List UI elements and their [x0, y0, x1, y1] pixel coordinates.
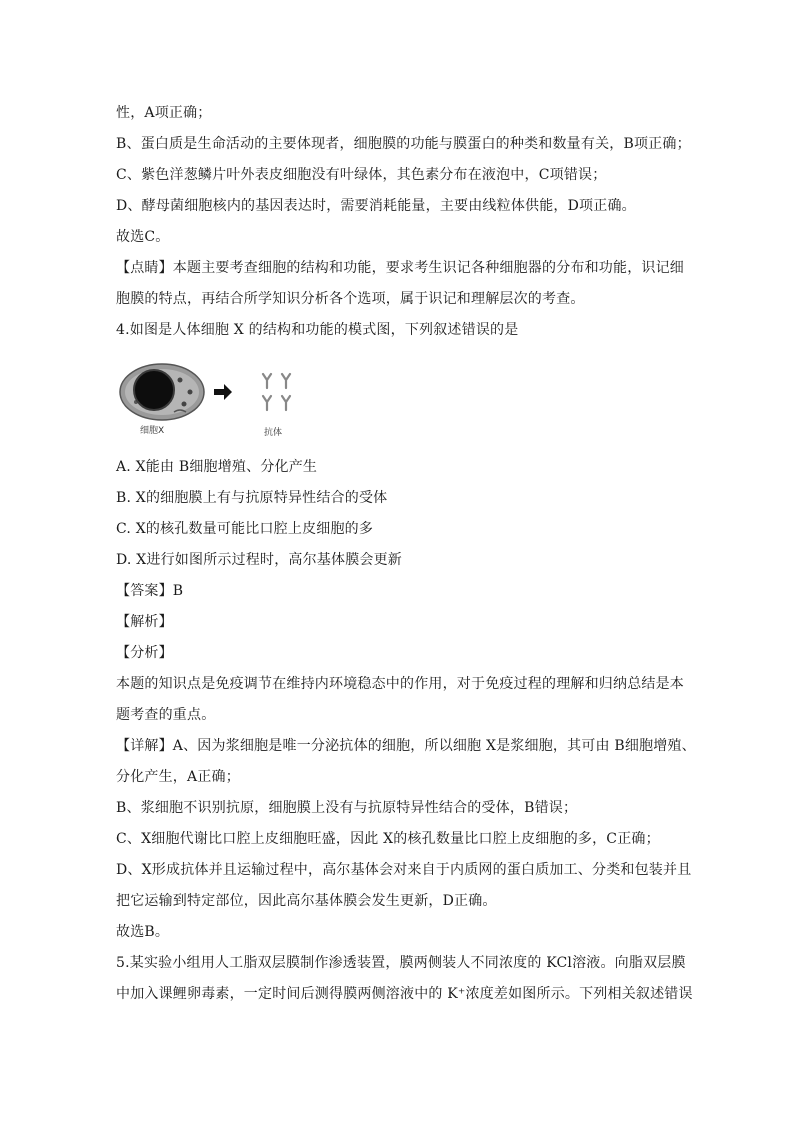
arrow-right-icon [214, 384, 232, 400]
text-line: D、酵母菌细胞核内的基因表达时，需要消耗能量，主要由线粒体供能，D项正确。 [116, 198, 636, 214]
analysis-header: 【解析】 [116, 614, 173, 630]
option-b: B. X的细胞膜上有与抗原特异性结合的受体 [116, 490, 388, 506]
option-a: A. X能由 B细胞增殖、分化产生 [116, 459, 318, 475]
text-line: B、蛋白质是生命活动的主要体现者，细胞膜的功能与膜蛋白的种类和数量有关，B项正确； [116, 136, 691, 152]
detail-line: B、浆细胞不识别抗原，细胞膜上没有与抗原特异性结合的受体，B错误； [116, 800, 578, 816]
cell-caption: 细胞X [140, 426, 165, 436]
text-line: 本题的知识点是免疫调节在维持内环境稳态中的作用，对于免疫过程的理解和归纳总结是本 [116, 676, 684, 692]
detail-line: 把它运输到特定部位，因此高尔基体膜会发生更新，D正确。 [116, 893, 497, 909]
antibody-caption: 抗体 [264, 428, 283, 438]
antibody-icon [263, 374, 290, 410]
question-stem: 中加入课鲤卵毒素，一定时间后测得膜两侧溶液中的 K⁺浓度差如图所示。下列相关叙述错误 [116, 986, 693, 1002]
text-line: 故选B。 [116, 924, 170, 940]
text-line: 题考查的重点。 [116, 707, 216, 723]
detail-line: 【详解】A、因为浆细胞是唯一分泌抗体的细胞，所以细胞 X是浆细胞，其可由 B细胞增殖、 [116, 738, 696, 754]
text-line: C、紫色洋葱鳞片叶外表皮细胞没有叶绿体，其色素分布在液泡中，C项错误； [116, 167, 607, 183]
question-stem: 4.如图是人体细胞 X 的结构和功能的模式图，下列叙述错误的是 [116, 322, 519, 338]
question-stem: 5.某实验小组用人工脂双层膜制作渗透装置，膜两侧装人不同浓度的 KCl溶液。向脂双层膜 [116, 955, 686, 971]
answer-line: 【答案】B [116, 583, 184, 599]
detail-line: C、X细胞代谢比口腔上皮细胞旺盛，因此 X的核孔数量比口腔上皮细胞的多，C正确； [116, 831, 660, 847]
text-line: 性，A项正确； [116, 105, 212, 121]
text-line: 故选C。 [116, 229, 170, 245]
option-c: C. X的核孔数量可能比口腔上皮细胞的多 [116, 521, 374, 537]
comment-line: 胞膜的特点，再结合所学知识分析各个选项，属于识记和理解层次的考查。 [116, 291, 585, 307]
fenxi-header: 【分析】 [116, 645, 173, 661]
detail-line: D、X形成抗体并且运输过程中，高尔基体会对来自于内质网的蛋白质加工、分类和包装并且 [116, 862, 692, 878]
cell-antibody-figure [118, 362, 318, 444]
comment-line: 【点睛】本题主要考查细胞的结构和功能，要求考生识记各种细胞器的分布和功能，识记细 [116, 260, 684, 276]
detail-line: 分化产生，A正确； [116, 769, 240, 785]
option-d: D. X进行如图所示过程时，高尔基体膜会更新 [116, 552, 402, 568]
